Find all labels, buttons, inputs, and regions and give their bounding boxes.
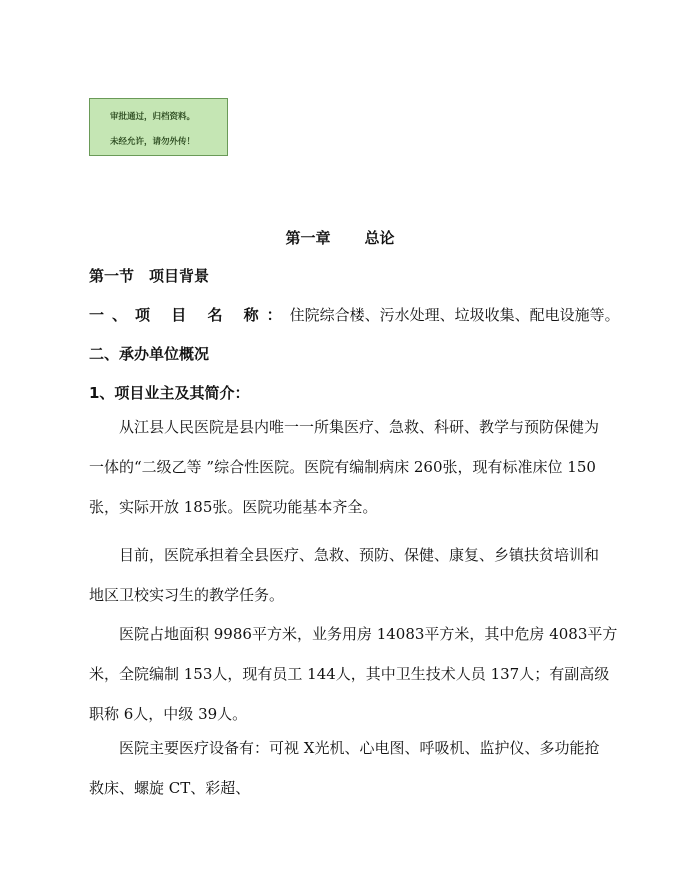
paragraph-line: 从江县人民医院是县内唯一一所集医疗、急救、科研、教学与预防保健为 — [119, 418, 600, 436]
chapter-title: 总论 — [364, 229, 395, 247]
paragraph-line: 医院占地面积 9986平方米，业务用房 14083平方米，其中危房 4083平方 — [119, 625, 618, 643]
notice-line-1: 审批通过，归档资料。 — [110, 112, 196, 122]
paragraph-line: 一体的“二级乙等 ”综合性医院。医院有编制病床 260张，现有标准床位 150 — [89, 458, 596, 476]
section-title: 项目背景 — [149, 267, 210, 285]
chapter-heading — [0, 227, 680, 248]
item-organizer-overview: 二、承办单位概况 — [89, 345, 210, 363]
paragraph-equipment — [89, 728, 629, 808]
paragraph-line: 地区卫校实习生的教学任务。 — [89, 586, 285, 604]
section-number: 第一节 — [89, 267, 135, 285]
chapter-number: 第一章 — [285, 229, 331, 247]
paragraph-line: 救床、螺旋 CT、彩超、 — [89, 779, 251, 797]
section-heading — [89, 265, 209, 286]
paragraph-hospital-intro — [89, 407, 629, 527]
item-project-name-value: 住院综合楼、污水处理、垃圾收集、配电设施等。 — [289, 306, 620, 324]
item-project-name-label: 一、项 目 名 称： — [89, 306, 290, 324]
approval-notice-box — [89, 98, 228, 156]
paragraph-line: 职称 6人，中级 39人。 — [89, 705, 248, 723]
notice-line-2: 未经允许，请勿外传！ — [110, 137, 196, 147]
paragraph-line: 医院主要医疗设备有：可视 X光机、心电图、呼吸机、监护仪、多功能抢 — [119, 739, 600, 757]
item-project-name — [89, 304, 620, 325]
paragraph-line: 米，全院编制 153人，现有员工 144人，其中卫生技术人员 137人；有副高级 — [89, 665, 610, 683]
paragraph-line: 张，实际开放 185张。医院功能基本齐全。 — [89, 498, 378, 516]
item-owner-intro: 1、项目业主及其简介： — [89, 384, 250, 402]
paragraph-area-staff — [89, 614, 629, 734]
paragraph-line: 目前，医院承担着全县医疗、急救、预防、保健、康复、乡镇扶贫培训和 — [119, 546, 600, 564]
paragraph-current-tasks — [89, 535, 629, 615]
